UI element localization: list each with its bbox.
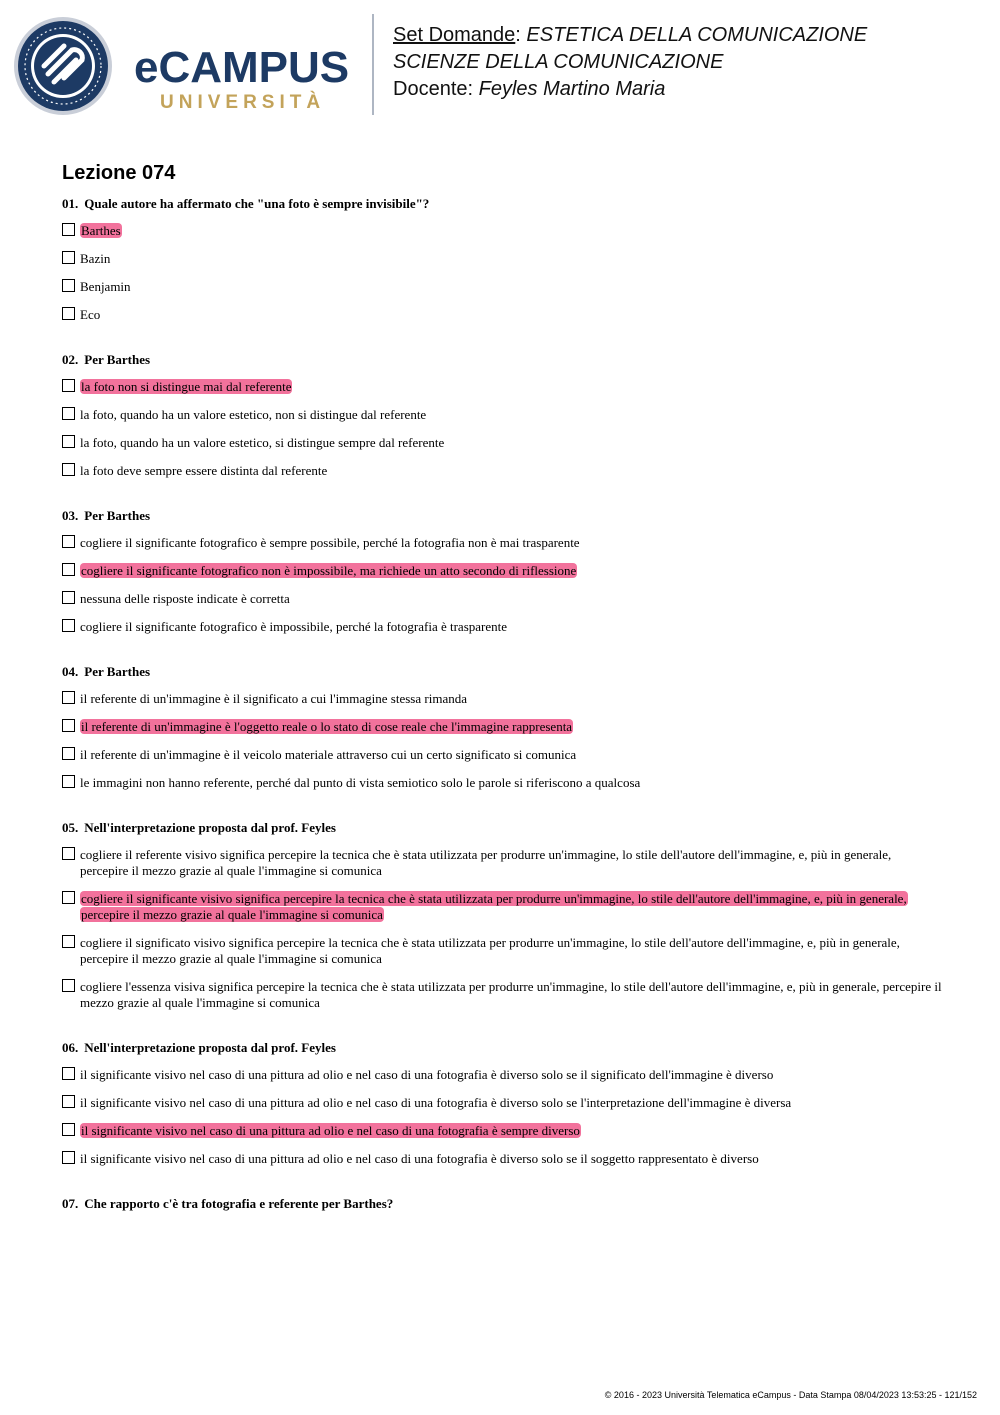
answer-text: la foto, quando ha un valore estetico, si distingue sempre dal referente [80,435,445,450]
lesson-title: Lezione 074 [62,162,176,184]
answer-text: Eco [80,307,101,322]
header-info [393,22,867,103]
answer-option[interactable] [62,463,942,479]
answer-text: il referente di un'immagine è il veicolo materiale attraverso cui un certo significato si comunica [80,747,577,762]
answer-text: cogliere il significato visivo significa percepire la tecnica che è stata utilizzata per produrre un'immagine, lo stile dell'autore dell'immagine, e, più in generale, percepire il mezzo grazie al quale l'immagine si comunica [80,935,900,966]
answer-text: Bazin [80,251,111,266]
question [62,1040,942,1167]
answer-checkbox[interactable] [62,223,75,236]
answer-checkbox[interactable] [62,891,75,904]
answer-option[interactable] [62,691,942,707]
answer-text: cogliere il referente visivo significa percepire la tecnica che è stata utilizzata per produrre un'immagine, lo stile dell'autore dell'immagine, e, più in generale, percepire il mezzo grazie al quale l'immagine si comunica [80,847,892,878]
answer-text: il referente di un'immagine è il significato a cui l'immagine stessa rimanda [80,691,467,706]
answer-checkbox[interactable] [62,619,75,632]
answer-text: il significante visivo nel caso di una pittura ad olio e nel caso di una fotografia è diverso solo se il soggetto rappresentato è diverso [80,1151,759,1166]
seal-icon [14,17,112,115]
question [62,1196,942,1212]
answer-checkbox[interactable] [62,691,75,704]
answer-option[interactable] [62,935,942,967]
set-label: Set Domande [393,24,516,46]
answer-checkbox[interactable] [62,279,75,292]
answer-option[interactable] [62,251,942,267]
answer-checkbox[interactable] [62,563,75,576]
teacher-label: Docente: [393,78,479,100]
answer-checkbox[interactable] [62,935,75,948]
question-number: 01. [62,196,79,211]
answer-option[interactable] [62,407,942,423]
answer-checkbox[interactable] [62,1067,75,1080]
teacher-line [393,76,867,103]
answer-option[interactable] [62,563,942,579]
answer-text: la foto deve sempre essere distinta dal referente [80,463,328,478]
set-line [393,22,867,49]
answer-checkbox[interactable] [62,1095,75,1108]
answer-option[interactable] [62,1067,942,1083]
logo-sub: UNIVERSITÀ [160,92,326,113]
answer-checkbox[interactable] [62,1123,75,1136]
question-number: 06. [62,1040,79,1055]
header-divider [372,14,374,115]
answer-text: la foto, quando ha un valore estetico, non si distingue dal referente [80,407,427,422]
answer-option[interactable] [62,719,942,735]
question-title [62,664,942,680]
faculty-line [393,49,867,76]
answer-checkbox[interactable] [62,847,75,860]
answer-text-highlighted: Barthes [81,223,121,238]
answer-option[interactable] [62,775,942,791]
answer-text: il significante visivo nel caso di una pittura ad olio e nel caso di una fotografia è diverso solo se il significato dell'immagine è diverso [80,1067,774,1082]
question-text: Per Barthes [84,508,151,523]
answer-option[interactable] [62,535,942,551]
answer-option[interactable] [62,979,942,1011]
question [62,352,942,479]
answer-text-highlighted: il significante visivo nel caso di una pittura ad olio e nel caso di una fotografia è sempre diverso [81,1123,580,1138]
set-separator: : [515,24,527,46]
answer-option[interactable] [62,1123,942,1139]
answer-option[interactable] [62,223,942,239]
answer-checkbox[interactable] [62,307,75,320]
question-text: Per Barthes [84,352,151,367]
answer-option[interactable] [62,379,942,395]
answer-text: il significante visivo nel caso di una pittura ad olio e nel caso di una fotografia è diverso solo se l'interpretazione dell'immagine è diversa [80,1095,792,1110]
answer-text: cogliere l'essenza visiva significa percepire la tecnica che è stata utilizzata per produrre un'immagine, lo stile dell'autore dell'immagine, e, più in generale, percepire il mezzo grazie al quale l'immagine si comunica [80,979,942,1010]
answer-text-highlighted: cogliere il significante visivo significa percepire la tecnica che è stata utilizzata per produrre un'immagine, lo stile dell'autore dell'immagine, e, più in generale, percepire il mezzo grazie al quale l'immagine si comunica [81,891,907,922]
question-title [62,1040,942,1056]
question [62,196,942,323]
answer-option[interactable] [62,847,942,879]
teacher-name: Feyles Martino Maria [478,78,666,100]
answer-text: cogliere il significante fotografico è sempre possibile, perché la fotografia non è mai trasparente [80,535,580,550]
answer-checkbox[interactable] [62,379,75,392]
answer-text: nessuna delle risposte indicate è corretta [80,591,290,606]
question [62,664,942,791]
question-title [62,820,942,836]
question-title [62,1196,942,1212]
question-number: 03. [62,508,79,523]
answer-checkbox[interactable] [62,251,75,264]
answer-text: cogliere il significante fotografico è impossibile, perché la fotografia è trasparente [80,619,508,634]
answer-text-highlighted: la foto non si distingue mai dal referente [81,379,292,394]
answer-checkbox[interactable] [62,407,75,420]
answer-text: le immagini non hanno referente, perché dal punto di vista semiotico solo le parole si riferiscono a qualcosa [80,775,641,790]
answer-option[interactable] [62,747,942,763]
answer-checkbox[interactable] [62,591,75,604]
logo-brand: eCAMPUS [134,43,350,92]
question-number: 07. [62,1196,79,1211]
page-header [0,0,1000,130]
answer-option[interactable] [62,435,942,451]
ecampus-logo [14,16,359,116]
answer-option[interactable] [62,1095,942,1111]
answer-checkbox[interactable] [62,979,75,992]
answer-option[interactable] [62,279,942,295]
question [62,508,942,635]
question-number: 05. [62,820,79,835]
answer-checkbox[interactable] [62,435,75,448]
question-number: 02. [62,352,79,367]
answer-checkbox[interactable] [62,719,75,732]
question-title [62,508,942,524]
question-text: Che rapporto c'è tra fotografia e referente per Barthes? [84,1196,394,1211]
question-list [62,196,942,1223]
question-text: Nell'interpretazione proposta dal prof. Feyles [84,820,336,835]
answer-option[interactable] [62,891,942,923]
answer-option[interactable] [62,591,942,607]
question-text: Quale autore ha affermato che "una foto è sempre invisibile"? [84,196,430,211]
answer-option[interactable] [62,307,942,323]
answer-checkbox[interactable] [62,775,75,788]
answer-checkbox[interactable] [62,1151,75,1164]
question-text: Nell'interpretazione proposta dal prof. Feyles [84,1040,336,1055]
course-name: ESTETICA DELLA COMUNICAZIONE [526,24,868,46]
question-title [62,352,942,368]
question-number: 04. [62,664,79,679]
answer-text-highlighted: il referente di un'immagine è l'oggetto reale o lo stato di cose reale che l'immagine rappresenta [81,719,573,734]
answer-text: Benjamin [80,279,131,294]
question [62,820,942,1011]
answer-checkbox[interactable] [62,535,75,548]
question-title [62,196,942,212]
answer-option[interactable] [62,619,942,635]
answer-option[interactable] [62,1151,942,1167]
faculty-name: SCIENZE DELLA COMUNICAZIONE [393,51,724,73]
answer-checkbox[interactable] [62,747,75,760]
page-footer: © 2016 - 2023 Università Telematica eCampus - Data Stampa 08/04/2023 13:53:25 - 121/152 [604,1390,977,1400]
answer-checkbox[interactable] [62,463,75,476]
question-text: Per Barthes [84,664,151,679]
answer-text-highlighted: cogliere il significante fotografico non è impossibile, ma richiede un atto secondo di riflessione [81,563,577,578]
